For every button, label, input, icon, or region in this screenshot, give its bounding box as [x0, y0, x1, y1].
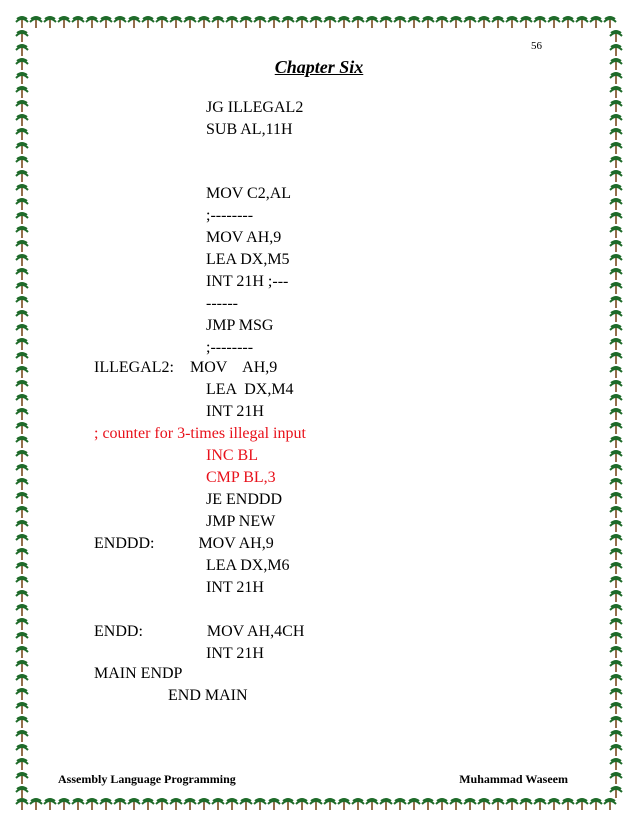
palm-tree-icon: [16, 759, 28, 770]
palm-tree-icon: [610, 311, 622, 322]
palm-tree-icon: [282, 17, 294, 28]
palm-tree-icon: [548, 17, 560, 28]
palm-tree-icon: [610, 31, 622, 42]
palm-tree-icon: [16, 17, 28, 28]
code-line: INT 21H: [206, 645, 264, 662]
palm-tree-icon: [610, 185, 622, 196]
palm-tree-icon: [16, 101, 28, 112]
palm-tree-icon: [610, 661, 622, 672]
palm-tree-icon: [610, 269, 622, 280]
palm-tree-icon: [16, 787, 28, 798]
code-line: ------: [206, 295, 238, 312]
palm-tree-icon: [282, 799, 294, 810]
palm-tree-icon: [352, 17, 364, 28]
palm-tree-icon: [16, 675, 28, 686]
palm-tree-icon: [338, 799, 350, 810]
palm-tree-icon: [16, 745, 28, 756]
palm-tree-icon: [16, 213, 28, 224]
palm-tree-icon: [16, 563, 28, 574]
palm-tree-icon: [610, 45, 622, 56]
palm-tree-icon: [366, 799, 378, 810]
code-line: LEA DX,M5: [206, 251, 290, 268]
palm-tree-icon: [16, 31, 28, 42]
palm-tree-icon: [156, 799, 168, 810]
code-line: INT 21H: [206, 579, 264, 596]
palm-tree-icon: [610, 689, 622, 700]
palm-tree-icon: [478, 799, 490, 810]
palm-tree-icon: [408, 799, 420, 810]
palm-tree-icon: [610, 213, 622, 224]
palm-tree-icon: [184, 799, 196, 810]
palm-tree-icon: [610, 465, 622, 476]
palm-tree-icon: [16, 437, 28, 448]
code-line: JMP MSG: [206, 317, 274, 334]
palm-tree-icon: [610, 633, 622, 644]
palm-tree-icon: [16, 773, 28, 784]
code-line: ;--------: [206, 339, 254, 356]
palm-tree-icon: [240, 799, 252, 810]
palm-tree-icon: [16, 129, 28, 140]
palm-tree-icon: [16, 381, 28, 392]
palm-tree-icon: [296, 17, 308, 28]
palm-tree-icon: [16, 87, 28, 98]
palm-tree-icon: [16, 605, 28, 616]
footer-author: Muhammad Waseem: [459, 772, 568, 786]
palm-tree-icon: [610, 325, 622, 336]
palm-tree-icon: [254, 17, 266, 28]
palm-tree-icon: [610, 703, 622, 714]
palm-tree-icon: [16, 143, 28, 154]
palm-tree-icon: [16, 423, 28, 434]
palm-tree-icon: [590, 17, 602, 28]
code-comment-highlighted: ; counter for 3-times illegal input: [94, 425, 306, 442]
palm-tree-icon: [254, 799, 266, 810]
palm-tree-icon: [610, 773, 622, 784]
palm-tree-icon: [610, 493, 622, 504]
palm-tree-icon: [16, 577, 28, 588]
palm-tree-icon: [16, 311, 28, 322]
code-line: ;--------: [206, 207, 254, 224]
palm-tree-icon: [30, 17, 42, 28]
chapter-title: Chapter Six: [274, 57, 364, 77]
palm-tree-icon: [16, 633, 28, 644]
palm-tree-icon: [610, 353, 622, 364]
palm-tree-icon: [16, 451, 28, 462]
palm-tree-icon: [114, 799, 126, 810]
palm-tree-icon: [16, 325, 28, 336]
palm-tree-icon: [610, 451, 622, 462]
palm-tree-icon: [492, 799, 504, 810]
palm-tree-icon: [610, 367, 622, 378]
palm-tree-icon: [268, 799, 280, 810]
code-line: JE ENDDD: [206, 491, 282, 508]
palm-tree-icon: [184, 17, 196, 28]
palm-tree-icon: [16, 199, 28, 210]
palm-tree-icon: [16, 717, 28, 728]
palm-tree-icon: [610, 423, 622, 434]
palm-tree-icon: [422, 17, 434, 28]
palm-tree-icon: [450, 17, 462, 28]
palm-tree-icon: [610, 759, 622, 770]
palm-tree-icon: [464, 799, 476, 810]
palm-tree-icon: [610, 101, 622, 112]
palm-tree-icon: [324, 799, 336, 810]
palm-tree-icon: [408, 17, 420, 28]
palm-tree-icon: [562, 799, 574, 810]
palm-tree-icon: [16, 185, 28, 196]
palm-tree-icon: [142, 799, 154, 810]
code-line: INT 21H ;---: [206, 273, 289, 290]
palm-tree-icon: [310, 799, 322, 810]
palm-tree-icon: [16, 115, 28, 126]
palm-tree-icon: [16, 619, 28, 630]
palm-tree-icon: [156, 17, 168, 28]
palm-tree-icon: [44, 17, 56, 28]
palm-tree-icon: [610, 745, 622, 756]
palm-tree-icon: [394, 799, 406, 810]
palm-tree-icon: [16, 367, 28, 378]
palm-tree-icon: [610, 171, 622, 182]
code-line: JMP NEW: [206, 513, 276, 530]
palm-tree-icon: [610, 199, 622, 210]
palm-tree-icon: [16, 395, 28, 406]
palm-tree-icon: [610, 479, 622, 490]
border-bottom-palm-icons: [14, 796, 624, 812]
footer-book-title: Assembly Language Programming: [58, 772, 236, 786]
palm-tree-icon: [16, 661, 28, 672]
palm-tree-icon: [492, 17, 504, 28]
palm-tree-icon: [16, 283, 28, 294]
palm-tree-icon: [170, 17, 182, 28]
palm-tree-icon: [128, 17, 140, 28]
palm-tree-icon: [610, 437, 622, 448]
palm-tree-icon: [610, 787, 622, 798]
palm-tree-icon: [16, 241, 28, 252]
code-line: MOV C2,AL: [206, 185, 292, 202]
palm-tree-icon: [212, 17, 224, 28]
code-line: JG ILLEGAL2: [206, 99, 304, 116]
code-line: END MAIN: [168, 687, 248, 704]
palm-tree-icon: [534, 17, 546, 28]
palm-tree-icon: [324, 17, 336, 28]
palm-tree-icon: [16, 339, 28, 350]
palm-tree-icon: [548, 799, 560, 810]
palm-tree-icon: [128, 799, 140, 810]
palm-tree-icon: [604, 799, 616, 810]
palm-tree-icon: [44, 799, 56, 810]
palm-tree-icon: [352, 799, 364, 810]
palm-tree-icon: [436, 17, 448, 28]
code-line-label-illegal2: ILLEGAL2: MOV AH,9: [94, 359, 278, 376]
palm-tree-icon: [422, 799, 434, 810]
palm-tree-icon: [114, 17, 126, 28]
palm-tree-icon: [534, 799, 546, 810]
palm-tree-icon: [16, 255, 28, 266]
palm-tree-icon: [58, 799, 70, 810]
decorative-palm-tree-border: [14, 14, 624, 812]
palm-tree-icon: [610, 409, 622, 420]
palm-tree-icon: [520, 17, 532, 28]
code-line-highlighted: CMP BL,3: [206, 469, 276, 486]
code-line-label-endd: ENDD: MOV AH,4CH: [94, 623, 305, 640]
palm-tree-icon: [16, 703, 28, 714]
palm-tree-icon: [576, 17, 588, 28]
code-line-highlighted: INC BL: [206, 447, 258, 464]
code-line: LEA DX,M4: [206, 381, 294, 398]
palm-tree-icon: [226, 17, 238, 28]
palm-tree-icon: [610, 115, 622, 126]
palm-tree-icon: [436, 799, 448, 810]
palm-tree-icon: [610, 591, 622, 602]
page-number: 56: [531, 40, 542, 52]
code-line: LEA DX,M6: [206, 557, 290, 574]
palm-tree-icon: [562, 17, 574, 28]
palm-tree-icon: [610, 577, 622, 588]
palm-tree-icon: [338, 17, 350, 28]
palm-tree-icon: [100, 17, 112, 28]
palm-tree-icon: [380, 799, 392, 810]
palm-tree-icon: [30, 799, 42, 810]
palm-tree-icon: [58, 17, 70, 28]
palm-tree-icon: [464, 17, 476, 28]
palm-tree-icon: [16, 409, 28, 420]
palm-tree-icon: [450, 799, 462, 810]
palm-tree-icon: [142, 17, 154, 28]
palm-tree-icon: [394, 17, 406, 28]
palm-tree-icon: [72, 17, 84, 28]
palm-tree-icon: [610, 647, 622, 658]
palm-tree-icon: [610, 241, 622, 252]
palm-tree-icon: [310, 17, 322, 28]
palm-tree-icon: [610, 717, 622, 728]
palm-tree-icon: [610, 675, 622, 686]
palm-tree-icon: [610, 395, 622, 406]
palm-tree-icon: [16, 799, 28, 810]
palm-tree-icon: [610, 143, 622, 154]
palm-tree-icon: [16, 353, 28, 364]
palm-tree-icon: [16, 549, 28, 560]
border-left-palm-icons: [14, 14, 30, 812]
palm-tree-icon: [610, 521, 622, 532]
palm-tree-icon: [170, 799, 182, 810]
palm-tree-icon: [478, 17, 490, 28]
palm-tree-icon: [590, 799, 602, 810]
palm-tree-icon: [16, 479, 28, 490]
palm-tree-icon: [16, 535, 28, 546]
palm-tree-icon: [86, 799, 98, 810]
palm-tree-icon: [268, 17, 280, 28]
palm-tree-icon: [16, 591, 28, 602]
palm-tree-icon: [16, 493, 28, 504]
palm-tree-icon: [16, 731, 28, 742]
palm-tree-icon: [610, 87, 622, 98]
palm-tree-icon: [226, 799, 238, 810]
palm-tree-icon: [610, 297, 622, 308]
palm-tree-icon: [240, 17, 252, 28]
palm-tree-icon: [506, 799, 518, 810]
code-line-label-enddd: ENDDD: MOV AH,9: [94, 535, 274, 552]
palm-tree-icon: [16, 157, 28, 168]
palm-tree-icon: [16, 227, 28, 238]
border-top-palm-icons: [14, 14, 624, 30]
palm-tree-icon: [610, 381, 622, 392]
palm-tree-icon: [576, 799, 588, 810]
code-line: MAIN ENDP: [94, 665, 183, 682]
palm-tree-icon: [610, 339, 622, 350]
palm-tree-icon: [16, 297, 28, 308]
code-line: MOV AH,9: [206, 229, 282, 246]
palm-tree-icon: [610, 605, 622, 616]
palm-tree-icon: [380, 17, 392, 28]
palm-tree-icon: [198, 799, 210, 810]
palm-tree-icon: [16, 171, 28, 182]
palm-tree-icon: [296, 799, 308, 810]
palm-tree-icon: [610, 507, 622, 518]
palm-tree-icon: [366, 17, 378, 28]
palm-tree-icon: [198, 17, 210, 28]
code-line: SUB AL,11H: [206, 121, 293, 138]
palm-tree-icon: [212, 799, 224, 810]
palm-tree-icon: [16, 521, 28, 532]
palm-tree-icon: [16, 45, 28, 56]
palm-tree-icon: [16, 465, 28, 476]
palm-tree-icon: [16, 689, 28, 700]
palm-tree-icon: [610, 227, 622, 238]
palm-tree-icon: [610, 283, 622, 294]
palm-tree-icon: [610, 731, 622, 742]
palm-tree-icon: [100, 799, 112, 810]
palm-tree-icon: [610, 255, 622, 266]
border-right-palm-icons: [608, 14, 624, 812]
palm-tree-icon: [610, 157, 622, 168]
palm-tree-icon: [16, 647, 28, 658]
palm-tree-icon: [16, 269, 28, 280]
palm-tree-icon: [72, 799, 84, 810]
palm-tree-icon: [16, 507, 28, 518]
palm-tree-icon: [604, 17, 616, 28]
code-line: INT 21H: [206, 403, 264, 420]
palm-tree-icon: [610, 549, 622, 560]
palm-tree-icon: [610, 563, 622, 574]
palm-tree-icon: [610, 619, 622, 630]
palm-tree-icon: [86, 17, 98, 28]
palm-tree-icon: [610, 535, 622, 546]
palm-tree-icon: [506, 17, 518, 28]
palm-tree-icon: [610, 129, 622, 140]
palm-tree-icon: [520, 799, 532, 810]
